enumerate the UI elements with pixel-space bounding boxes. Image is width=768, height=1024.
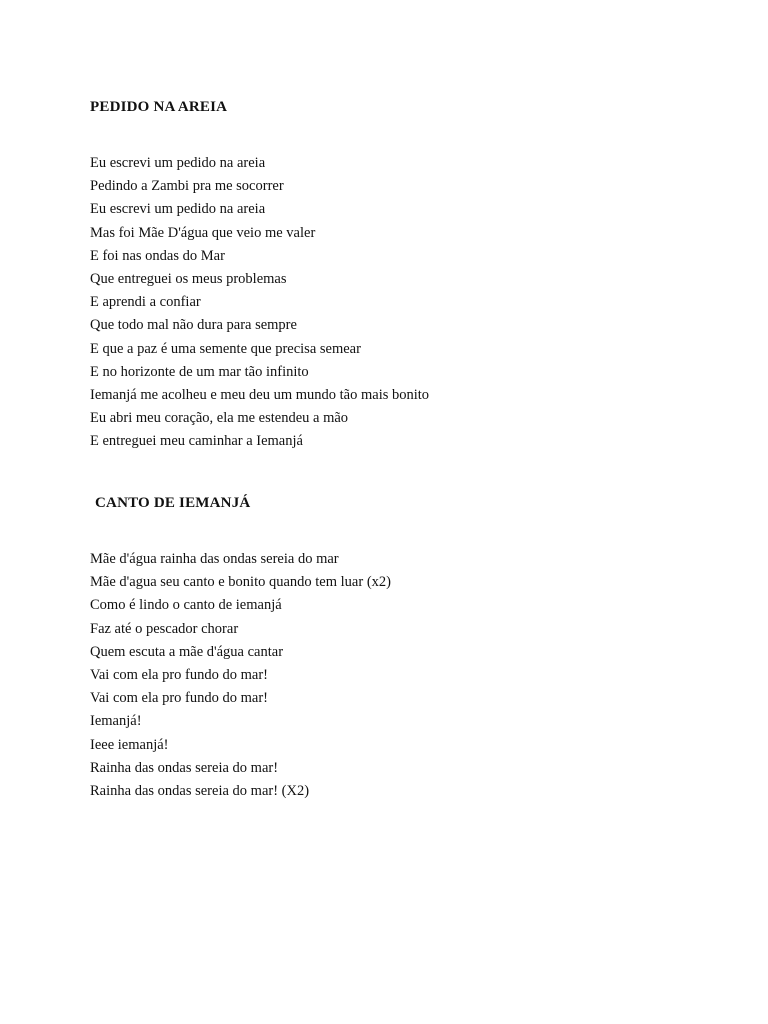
lyric-line: Iemanjá me acolheu e meu deu um mundo tão mais bonito — [90, 386, 430, 403]
lyric-line: E foi nas ondas do Mar — [90, 247, 225, 264]
lyric-line: E que a paz é uma semente que precisa semear — [90, 340, 361, 357]
song-pedido-na-areia — [90, 96, 690, 453]
lyric-line: E no horizonte de um mar tão infinito — [90, 363, 309, 380]
lyric-line: Eu escrevi um pedido na areia — [90, 155, 266, 171]
song-title: CANTO DE IEMANJÁ — [95, 495, 251, 511]
lyric-line: Vai com ela pro fundo do mar! — [90, 666, 268, 683]
song-lyrics — [90, 548, 690, 803]
lyric-line: Mas foi Mãe D'água que veio me valer — [90, 224, 316, 241]
song-canto-de-iemanja — [90, 492, 690, 803]
lyric-line: Que entreguei os meus problemas — [90, 270, 287, 287]
lyric-line: Iemanjá! — [90, 713, 142, 730]
song-lyrics — [90, 152, 690, 453]
lyric-line: Pedindo a Zambi pra me socorrer — [90, 178, 284, 195]
lyric-line: E entreguei meu caminhar a Iemanjá — [90, 433, 303, 450]
lyric-line: Quem escuta a mãe d'água cantar — [90, 643, 284, 660]
lyric-line: Rainha das ondas sereia do mar! (X2) — [90, 782, 310, 799]
lyric-line: Faz até o pescador chorar — [90, 620, 239, 637]
lyric-line: Eu escrevi um pedido na areia — [90, 201, 266, 218]
song-title: PEDIDO NA AREIA — [90, 99, 228, 115]
lyric-line: Eu abri meu coração, ela me estendeu a mão — [90, 410, 349, 427]
lyric-line: E aprendi a confiar — [90, 294, 201, 311]
lyric-line: Como é lindo o canto de iemanjá — [90, 597, 282, 614]
lyric-line: Mãe d'água rainha das ondas sereia do mar — [90, 551, 339, 567]
lyric-line: Mãe d'agua seu canto e bonito quando tem luar (x2) — [90, 574, 391, 591]
lyric-line: Vai com ela pro fundo do mar! — [90, 690, 268, 707]
lyric-line: Que todo mal não dura para sempre — [90, 317, 297, 334]
lyric-line: Rainha das ondas sereia do mar! — [90, 759, 279, 776]
lyric-line: Ieee iemanjá! — [90, 736, 169, 753]
